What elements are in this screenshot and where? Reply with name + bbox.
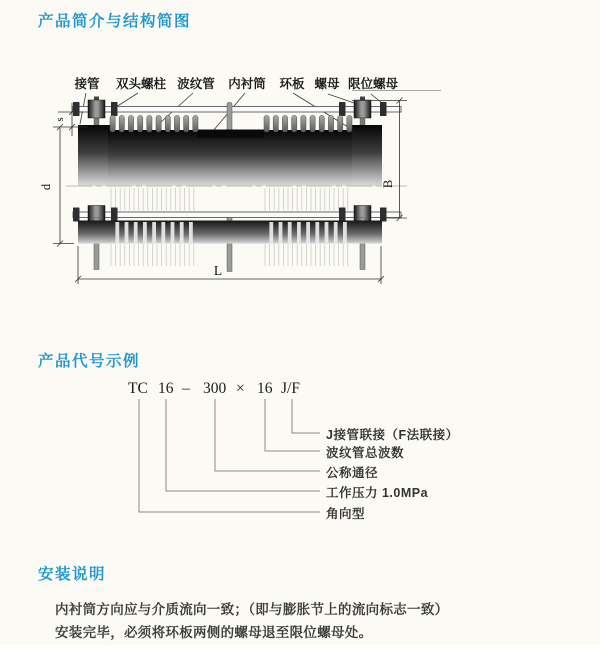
bellows-shell	[108, 130, 352, 186]
nut-big-left	[88, 100, 105, 118]
pipe-end-right-low	[349, 221, 382, 244]
callout-diameter: 公称通径	[326, 466, 379, 480]
dim-label-l: L	[213, 263, 223, 278]
nut-small	[339, 208, 346, 222]
nut-small	[111, 208, 118, 222]
code-seg-dash: –	[182, 380, 190, 397]
pipe-end-right	[349, 125, 382, 186]
limit-nut	[380, 208, 387, 222]
callout-pressure: 工作压力 1.0MPa	[326, 486, 429, 500]
code-seg-connect: J/F	[281, 380, 300, 397]
section-title-intro: 产品简介与结构简图	[38, 13, 192, 30]
dim-label-b: B	[381, 179, 395, 189]
code-seg-type: TC	[128, 380, 148, 397]
label-xianwei: 限位螺母	[347, 77, 399, 91]
label-huanban: 环板	[279, 77, 305, 91]
callout-connection: J接管联接（F法联接）	[326, 428, 459, 442]
callout-type: 角向型	[326, 507, 366, 521]
section-title-code: 产品代号示例	[38, 353, 141, 370]
label-bowenguan: 波纹管	[177, 77, 215, 91]
inner-liner-band	[197, 130, 264, 139]
install-note-2: 安装完毕，必须将环板两侧的螺母退至限位螺母处。	[55, 625, 373, 640]
page-bottom-margin	[0, 645, 600, 652]
code-seg-waves: 16	[257, 380, 273, 397]
structure-diagram	[39, 76, 441, 284]
nut-big-right	[354, 100, 371, 118]
dimension-d	[53, 124, 74, 247]
install-note-1: 内衬筒方向应与介质流向一致；（即与膨胀节上的流向标志一致）	[55, 602, 449, 617]
code-seg-times: ×	[236, 380, 245, 397]
pipe-end-left	[78, 125, 111, 186]
dim-label-d: d	[39, 183, 53, 191]
dim-label-s: s	[54, 117, 66, 122]
label-luomu: 螺母	[314, 77, 340, 91]
limit-nut	[380, 102, 387, 116]
center-stud-top	[227, 103, 232, 132]
nut-small	[111, 102, 118, 116]
code-seg-pressure: 16	[158, 380, 174, 397]
label-jieguan: 接管	[74, 77, 100, 91]
callout-waves: 波纹管总波数	[326, 446, 405, 460]
part-labels	[73, 76, 398, 91]
nut-small	[339, 102, 346, 116]
pipe-end-left-low	[78, 221, 111, 244]
nut-small	[73, 102, 80, 116]
code-callout-lines	[139, 399, 320, 512]
nut-small	[73, 208, 80, 222]
label-neichentong: 内衬筒	[228, 77, 266, 91]
code-seg-diameter: 300	[203, 380, 227, 397]
section-title-install: 安装说明	[38, 566, 107, 583]
lower-body	[78, 221, 382, 244]
label-shuangtou: 双头螺柱	[115, 77, 167, 91]
